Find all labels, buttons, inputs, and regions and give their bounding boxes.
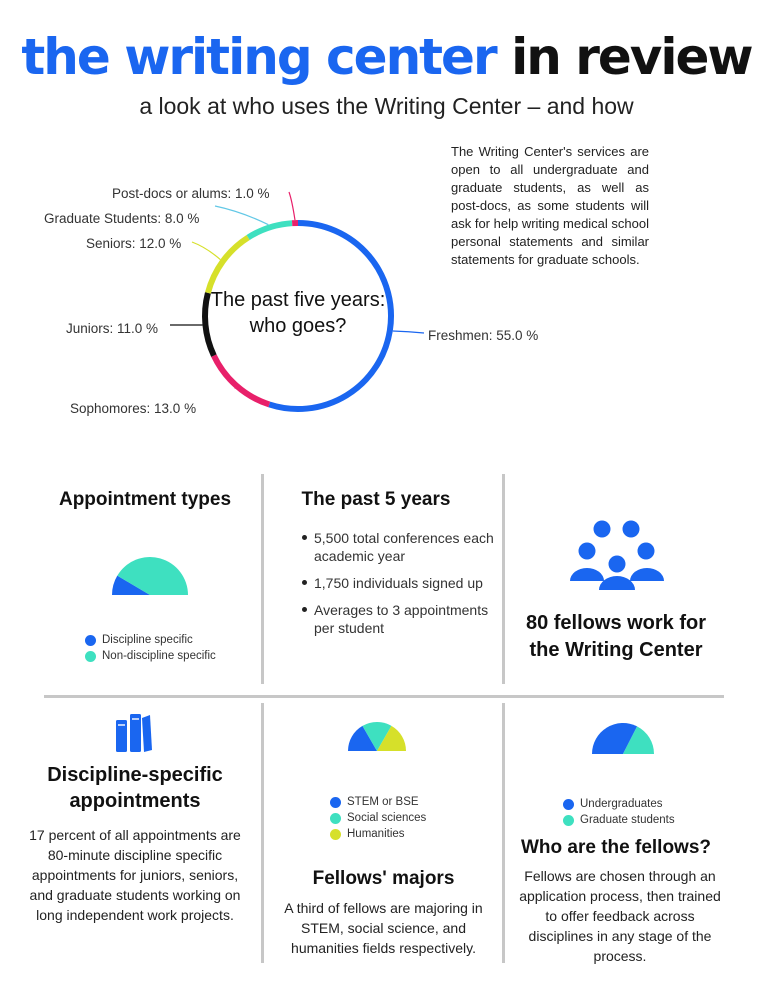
majors-title: Fellows' majors: [312, 868, 455, 889]
legend-label: STEM or BSE: [347, 796, 419, 808]
donut-center-title: The past five years: who goes?: [210, 289, 386, 337]
pie-label-postdocs: Post-docs or alums: 1.0 %: [112, 186, 270, 201]
fellows-chart: [588, 720, 658, 756]
legend-item: [330, 810, 426, 826]
pie-label-juniors: Juniors: 11.0 %: [66, 321, 159, 336]
legend-dot: [563, 815, 574, 826]
legend-dot: [85, 635, 96, 646]
donut-slice-graduate-students: [248, 223, 292, 237]
page-subtitle: a look at who uses the Writing Center – and how: [139, 93, 634, 119]
discipline-body: 17 percent of all appointments are 80-minute discipline specific appointments for juniors, seniors, and graduate students working on long independent work projects.: [29, 827, 241, 923]
legend-label: Humanities: [347, 828, 405, 840]
books-icon: [113, 712, 153, 754]
pie-label-sophomores: Sophomores: 13.0 %: [70, 401, 197, 416]
list-item: 1,750 individuals signed up: [298, 574, 498, 592]
appointment-types-title: Appointment types: [58, 489, 232, 510]
past-five-title: The past 5 years: [301, 489, 451, 510]
legend-item: [85, 648, 216, 664]
title-black: in review: [511, 28, 752, 86]
list-item: Averages to 3 appointments per student: [298, 601, 498, 637]
list-item: 5,500 total conferences each academic year: [298, 529, 498, 565]
fellows-count-text: 80 fellows work for the Writing Center: [525, 612, 707, 661]
majors-chart: [344, 720, 410, 754]
donut-slice-seniors: [208, 237, 248, 292]
title-blue: the writing center: [21, 28, 496, 86]
who-fellows-body: Fellows are chosen through an application process, then trained to offer feedback across disciplines in any stage of the process.: [519, 868, 721, 964]
appointment-types-chart: [100, 548, 200, 600]
majors-body: A third of fellows are majoring in STEM, social science, and humanities fields respectively.: [284, 900, 483, 956]
legend-dot: [563, 799, 574, 810]
leader-line: [215, 206, 268, 225]
divider-horizontal: [44, 695, 724, 698]
divider-vertical-top-left: [261, 474, 264, 684]
legend-item: [330, 826, 426, 842]
legend-label: Graduate students: [580, 814, 675, 826]
leader-line: [393, 331, 424, 333]
pie-label-seniors: Seniors: 12.0 %: [86, 236, 182, 251]
legend-item: [563, 812, 675, 828]
leader-line: [289, 192, 295, 220]
majors-legend: [330, 794, 426, 842]
pie-label-freshmen: Freshmen: 55.0 %: [428, 328, 539, 343]
legend-dot: [85, 651, 96, 662]
legend-label: Discipline specific: [102, 634, 193, 646]
divider-vertical-bottom-right: [502, 703, 505, 963]
past-five-list: [298, 529, 498, 646]
legend-dot: [330, 829, 341, 840]
pie-label-graduate: Graduate Students: 8.0 %: [44, 211, 200, 226]
legend-label: Non-discipline specific: [102, 650, 216, 662]
leader-line: [192, 242, 220, 260]
discipline-title: Discipline-specific appointments: [47, 764, 223, 812]
intro-paragraph: The Writing Center's services are open to all undergraduate and graduate students, as well as post-docs, as some students will ask for help writing medical school personal statements and similar statements for graduate schools.: [451, 144, 649, 267]
legend-label: Social sciences: [347, 812, 427, 824]
donut-slice-sophomores: [214, 356, 269, 405]
divider-vertical-top-right: [502, 474, 505, 684]
legend-item: [85, 632, 216, 648]
divider-vertical-bottom-left: [261, 703, 264, 963]
legend-dot: [330, 797, 341, 808]
people-group-icon: [568, 518, 666, 590]
legend-item: [330, 794, 426, 810]
appointment-types-legend: [85, 632, 216, 664]
legend-dot: [330, 813, 341, 824]
legend-item: [563, 796, 675, 812]
fellows-legend: [563, 796, 675, 828]
who-fellows-title: Who are the fellows?: [520, 837, 712, 858]
legend-label: Undergraduates: [580, 798, 663, 810]
